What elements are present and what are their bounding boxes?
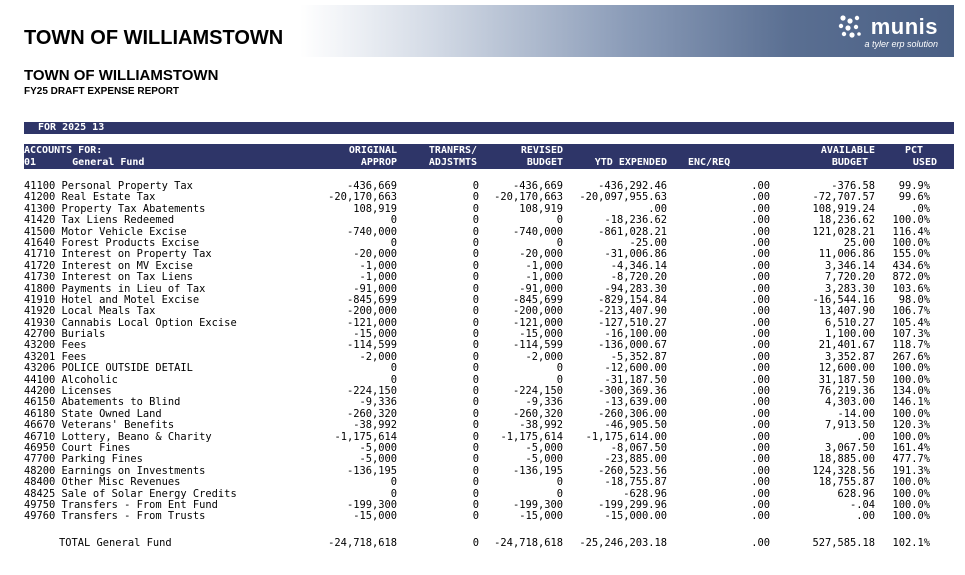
enc-req: .00 xyxy=(751,271,770,284)
account-name: 41500 Motor Vehicle Excise xyxy=(24,225,187,238)
transfers-adjustments: 0 xyxy=(472,214,479,227)
enc-req: .00 xyxy=(751,236,770,249)
revised-budget: -845,699 xyxy=(512,293,563,306)
account-name: 41910 Hotel and Motel Excise xyxy=(24,293,200,306)
pct-used: 100.0% xyxy=(892,430,930,443)
enc-req: .00 xyxy=(751,316,770,329)
munis-dots-icon xyxy=(835,12,865,42)
ytd-expended: -8,067.50 xyxy=(610,441,667,454)
ytd-expended: -18,236.62 xyxy=(604,214,667,227)
revised-budget: -200,000 xyxy=(512,305,563,318)
enc-req: .00 xyxy=(751,293,770,306)
table-row xyxy=(24,295,954,306)
ytd-expended: -8,720.20 xyxy=(610,271,667,284)
ytd-expended: -300,369.36 xyxy=(598,385,667,398)
original-approp: -9,336 xyxy=(359,396,397,409)
header-tr-1: TRANFRS/ xyxy=(428,145,478,156)
enc-req: .00 xyxy=(751,214,770,227)
account-name: 41100 Personal Property Tax xyxy=(24,180,193,192)
pct-used: 477.7% xyxy=(892,453,930,466)
transfers-adjustments: 0 xyxy=(472,305,479,318)
available-budget: 13,407.90 xyxy=(818,305,875,318)
header-ytd: YTD EXPENDED xyxy=(594,156,667,168)
header-enc: ENC/REQ xyxy=(688,156,731,168)
revised-budget: 108,919 xyxy=(519,202,563,215)
transfers-adjustments: 0 xyxy=(472,293,479,306)
original-approp: -38,992 xyxy=(353,419,397,432)
available-budget: 108,919.24 xyxy=(812,202,875,215)
original-approp: -20,000 xyxy=(353,248,397,261)
original-approp: 0 xyxy=(390,362,397,375)
report-name: FY25 DRAFT EXPENSE REPORT xyxy=(24,86,180,97)
available-budget: 12,600.00 xyxy=(818,362,875,375)
enc-req: .00 xyxy=(751,385,770,398)
ytd-expended: -31,187.50 xyxy=(604,373,667,386)
report-subtitle: TOWN OF WILLIAMSTOWN xyxy=(24,67,219,84)
ytd-expended: -861,028.21 xyxy=(598,225,667,238)
pct-used: 99.6% xyxy=(898,191,930,204)
ytd-expended: -46,905.50 xyxy=(604,419,667,432)
period-label: FOR 2025 13 xyxy=(38,122,105,133)
pct-used: 98.0% xyxy=(898,293,930,306)
original-approp: -845,699 xyxy=(346,293,397,306)
enc-req: .00 xyxy=(751,362,770,375)
enc-req: .00 xyxy=(751,282,770,295)
account-name: 41800 Payments in Lieu of Tax xyxy=(24,282,206,295)
enc-req: .00 xyxy=(751,510,770,523)
header-avail-1: AVAILABLE xyxy=(820,145,875,156)
transfers-adjustments: 0 xyxy=(472,180,479,192)
revised-budget: 0 xyxy=(556,373,563,386)
brand-tagline: a tyler erp solution xyxy=(864,39,938,49)
transfers-adjustments: 0 xyxy=(472,225,479,238)
enc-req: .00 xyxy=(751,498,770,511)
enc-req: .00 xyxy=(751,248,770,261)
original-approp: 0 xyxy=(390,373,397,386)
ytd-expended: -31,006.86 xyxy=(604,248,667,261)
revised-budget: -91,000 xyxy=(519,282,563,295)
revised-budget: -38,992 xyxy=(519,419,563,432)
account-rows xyxy=(24,181,954,523)
account-name: 41720 Interest on MV Excise xyxy=(24,259,193,272)
enc-req: .00 xyxy=(751,328,770,341)
enc-req: .00 xyxy=(751,350,770,363)
original-approp: -15,000 xyxy=(353,510,397,523)
enc-req: .00 xyxy=(751,202,770,215)
enc-req: .00 xyxy=(751,407,770,420)
ytd-expended: -13,639.00 xyxy=(604,396,667,409)
account-name: 46950 Court Fines xyxy=(24,441,131,454)
header-accounts-2: 01 General Fund xyxy=(24,156,145,168)
pct-used: 146.1% xyxy=(892,396,930,409)
ytd-expended: -16,100.00 xyxy=(604,328,667,341)
enc-req: .00 xyxy=(751,396,770,409)
available-budget: 31,187.50 xyxy=(818,373,875,386)
pct-used: 134.0% xyxy=(892,385,930,398)
enc-req: .00 xyxy=(751,191,770,204)
transfers-adjustments: 0 xyxy=(472,236,479,249)
ytd-expended: -18,755.87 xyxy=(604,476,667,489)
account-name: 44100 Alcoholic xyxy=(24,373,118,386)
transfers-adjustments: 0 xyxy=(472,396,479,409)
original-approp: -114,599 xyxy=(346,339,397,352)
original-approp: 0 xyxy=(390,487,397,500)
account-name: 48400 Other Misc Revenues xyxy=(24,476,181,489)
transfers-adjustments: 0 xyxy=(472,191,479,204)
available-budget: 4,303.00 xyxy=(824,396,875,409)
available-budget: 7,720.20 xyxy=(824,271,875,284)
revised-budget: -9,336 xyxy=(525,396,563,409)
pct-used: 100.0% xyxy=(892,373,930,386)
pct-used: 100.0% xyxy=(892,487,930,500)
total-avail: 527,585.18 xyxy=(812,537,875,549)
pct-used: 100.0% xyxy=(892,236,930,249)
pct-used: .0% xyxy=(911,202,930,215)
account-name: 43200 Fees xyxy=(24,339,87,352)
original-approp: 0 xyxy=(390,476,397,489)
available-budget: 121,028.21 xyxy=(812,225,875,238)
period-bar xyxy=(24,122,954,134)
enc-req: .00 xyxy=(751,373,770,386)
original-approp: 108,919 xyxy=(353,202,397,215)
total-label: TOTAL General Fund xyxy=(59,537,172,549)
pct-used: 100.0% xyxy=(892,362,930,375)
available-budget: 18,755.87 xyxy=(818,476,875,489)
transfers-adjustments: 0 xyxy=(472,407,479,420)
transfers-adjustments: 0 xyxy=(472,419,479,432)
account-name: 41730 Interest on Tax Liens xyxy=(24,271,193,284)
available-budget: 3,283.30 xyxy=(824,282,875,295)
original-approp: -1,175,614 xyxy=(334,430,397,443)
available-budget: -16,544.16 xyxy=(812,293,875,306)
pct-used: 105.4% xyxy=(892,316,930,329)
ytd-expended: -136,000.67 xyxy=(598,339,667,352)
available-budget: 21,401.67 xyxy=(818,339,875,352)
account-name: 41710 Interest on Property Tax xyxy=(24,248,212,261)
ytd-expended: -23,885.00 xyxy=(604,453,667,466)
pct-used: 161.4% xyxy=(892,441,930,454)
account-name: 41300 Property Tax Abatements xyxy=(24,202,206,215)
pct-used: 100.0% xyxy=(892,510,930,523)
account-name: 46710 Lottery, Beano & Charity xyxy=(24,430,212,443)
revised-budget: -1,175,614 xyxy=(500,430,563,443)
original-approp: -20,170,663 xyxy=(328,191,397,204)
pct-used: 103.6% xyxy=(892,282,930,295)
table-row xyxy=(24,363,954,374)
original-approp: -5,000 xyxy=(359,453,397,466)
original-approp: -224,150 xyxy=(346,385,397,398)
transfers-adjustments: 0 xyxy=(472,510,479,523)
transfers-adjustments: 0 xyxy=(472,430,479,443)
header-rev-1: REVISED xyxy=(520,145,563,156)
original-approp: -5,000 xyxy=(359,441,397,454)
transfers-adjustments: 0 xyxy=(472,271,479,284)
transfers-adjustments: 0 xyxy=(472,350,479,363)
pct-used: 118.7% xyxy=(892,339,930,352)
pct-used: 872.0% xyxy=(892,271,930,284)
original-approp: -199,300 xyxy=(346,498,397,511)
account-name: 46180 State Owned Land xyxy=(24,407,162,420)
enc-req: .00 xyxy=(751,476,770,489)
total-enc: .00 xyxy=(751,537,770,549)
page-title: TOWN OF WILLIAMSTOWN xyxy=(24,27,284,49)
available-budget: 7,913.50 xyxy=(824,419,875,432)
account-name: 41930 Cannabis Local Option Excise xyxy=(24,316,237,329)
revised-budget: -15,000 xyxy=(519,510,563,523)
ytd-expended: -127,510.27 xyxy=(598,316,667,329)
revised-budget: -740,000 xyxy=(512,225,563,238)
total-rev: -24,718,618 xyxy=(494,537,563,549)
available-budget: 18,885.00 xyxy=(818,453,875,466)
header-avail-2: BUDGET xyxy=(831,156,868,168)
original-approp: -2,000 xyxy=(359,350,397,363)
available-budget: -.04 xyxy=(849,498,875,511)
revised-budget: -2,000 xyxy=(525,350,563,363)
revised-budget: -20,000 xyxy=(519,248,563,261)
original-approp: -1,000 xyxy=(359,271,397,284)
revised-budget: -224,150 xyxy=(512,385,563,398)
transfers-adjustments: 0 xyxy=(472,202,479,215)
revised-budget: -260,320 xyxy=(512,407,563,420)
enc-req: .00 xyxy=(751,441,770,454)
available-budget: 3,352.87 xyxy=(824,350,875,363)
revised-budget: -136,195 xyxy=(512,464,563,477)
transfers-adjustments: 0 xyxy=(472,498,479,511)
revised-budget: 0 xyxy=(556,476,563,489)
pct-used: 120.3% xyxy=(892,419,930,432)
available-budget: 25.00 xyxy=(843,236,875,249)
ytd-expended: -199,299.96 xyxy=(598,498,667,511)
transfers-adjustments: 0 xyxy=(472,441,479,454)
available-budget: 124,328.56 xyxy=(812,464,875,477)
available-budget: 18,236.62 xyxy=(818,214,875,227)
transfers-adjustments: 0 xyxy=(472,385,479,398)
pct-used: 434.6% xyxy=(892,259,930,272)
ytd-expended: -260,523.56 xyxy=(598,464,667,477)
account-name: 48425 Sale of Solar Energy Credits xyxy=(24,487,237,500)
available-budget: .00 xyxy=(856,430,875,443)
transfers-adjustments: 0 xyxy=(472,487,479,500)
enc-req: .00 xyxy=(751,487,770,500)
original-approp: 0 xyxy=(390,236,397,249)
original-approp: -200,000 xyxy=(346,305,397,318)
revised-budget: -121,000 xyxy=(512,316,563,329)
available-budget: -376.58 xyxy=(831,180,875,192)
revised-budget: -1,000 xyxy=(525,271,563,284)
table-row xyxy=(24,329,954,340)
available-budget: 11,006.86 xyxy=(818,248,875,261)
account-name: 42700 Burials xyxy=(24,328,106,341)
account-name: 43206 POLICE OUTSIDE DETAIL xyxy=(24,362,193,375)
table-row xyxy=(24,477,954,488)
revised-budget: -5,000 xyxy=(525,453,563,466)
ytd-expended: -260,306.00 xyxy=(598,407,667,420)
account-name: 41420 Tax Liens Redeemed xyxy=(24,214,175,227)
enc-req: .00 xyxy=(751,180,770,192)
header-rev-2: BUDGET xyxy=(526,156,563,168)
transfers-adjustments: 0 xyxy=(472,453,479,466)
transfers-adjustments: 0 xyxy=(472,373,479,386)
ytd-expended: -1,175,614.00 xyxy=(585,430,667,443)
ytd-expended: -15,000.00 xyxy=(604,510,667,523)
pct-used: 100.0% xyxy=(892,407,930,420)
enc-req: .00 xyxy=(751,453,770,466)
revised-budget: -15,000 xyxy=(519,328,563,341)
transfers-adjustments: 0 xyxy=(472,339,479,352)
revised-budget: 0 xyxy=(556,362,563,375)
account-name: 41640 Forest Products Excise xyxy=(24,236,200,249)
pct-used: 100.0% xyxy=(892,498,930,511)
revised-budget: 0 xyxy=(556,214,563,227)
column-header-bar xyxy=(24,144,954,169)
header-orig-2: APPROP xyxy=(360,156,397,168)
header-tr-2: ADJSTMTS xyxy=(428,156,478,168)
header-banner xyxy=(300,5,954,57)
original-approp: 0 xyxy=(390,214,397,227)
transfers-adjustments: 0 xyxy=(472,248,479,261)
available-budget: .00 xyxy=(856,510,875,523)
original-approp: -136,195 xyxy=(346,464,397,477)
transfers-adjustments: 0 xyxy=(472,476,479,489)
available-budget: 1,100.00 xyxy=(824,328,875,341)
enc-req: .00 xyxy=(751,419,770,432)
transfers-adjustments: 0 xyxy=(472,362,479,375)
account-name: 43201 Fees xyxy=(24,350,87,363)
enc-req: .00 xyxy=(751,464,770,477)
transfers-adjustments: 0 xyxy=(472,259,479,272)
enc-req: .00 xyxy=(751,430,770,443)
enc-req: .00 xyxy=(751,225,770,238)
original-approp: -260,320 xyxy=(346,407,397,420)
account-name: 46150 Abatements to Blind xyxy=(24,396,181,409)
ytd-expended: -94,283.30 xyxy=(604,282,667,295)
total-ytd: -25,246,203.18 xyxy=(579,537,667,549)
ytd-expended: -12,600.00 xyxy=(604,362,667,375)
ytd-expended: -829,154.84 xyxy=(598,293,667,306)
pct-used: 155.0% xyxy=(892,248,930,261)
ytd-expended: -436,292.46 xyxy=(598,180,667,192)
available-budget: 628.96 xyxy=(837,487,875,500)
account-name: 47700 Parking Fines xyxy=(24,453,143,466)
pct-used: 100.0% xyxy=(892,214,930,227)
original-approp: -436,669 xyxy=(346,180,397,192)
total-row xyxy=(24,537,954,549)
revised-budget: -5,000 xyxy=(525,441,563,454)
original-approp: -1,000 xyxy=(359,259,397,272)
revised-budget: -199,300 xyxy=(512,498,563,511)
revised-budget: -114,599 xyxy=(512,339,563,352)
table-row xyxy=(24,306,954,317)
account-name: 41200 Real Estate Tax xyxy=(24,191,156,204)
revised-budget: -1,000 xyxy=(525,259,563,272)
enc-req: .00 xyxy=(751,305,770,318)
account-name: 48200 Earnings on Investments xyxy=(24,464,206,477)
total-orig: -24,718,618 xyxy=(328,537,397,549)
revised-budget: 0 xyxy=(556,487,563,500)
table-row xyxy=(24,340,954,351)
pct-used: 99.9% xyxy=(898,180,930,192)
available-budget: 3,067.50 xyxy=(824,441,875,454)
header-orig-1: ORIGINAL xyxy=(348,145,397,156)
header-accounts-1: ACCOUNTS FOR: xyxy=(24,145,103,156)
pct-used: 106.7% xyxy=(892,305,930,318)
ytd-expended: -213,407.90 xyxy=(598,305,667,318)
available-budget: -72,707.57 xyxy=(812,191,875,204)
ytd-expended: -628.96 xyxy=(623,487,667,500)
revised-budget: -436,669 xyxy=(512,180,563,192)
available-budget: 3,346.14 xyxy=(824,259,875,272)
total-tr: 0 xyxy=(472,537,479,549)
original-approp: -740,000 xyxy=(346,225,397,238)
enc-req: .00 xyxy=(751,339,770,352)
original-approp: -91,000 xyxy=(353,282,397,295)
account-name: 44200 Licenses xyxy=(24,385,112,398)
table-row xyxy=(24,432,954,443)
account-name: 41920 Local Meals Tax xyxy=(24,305,156,318)
account-name: 46670 Veterans' Benefits xyxy=(24,419,175,432)
pct-used: 191.3% xyxy=(892,464,930,477)
ytd-expended: -20,097,955.63 xyxy=(579,191,667,204)
total-pct: 102.1% xyxy=(892,537,930,549)
transfers-adjustments: 0 xyxy=(472,464,479,477)
table-row xyxy=(24,397,954,408)
pct-used: 116.4% xyxy=(892,225,930,238)
pct-used: 100.0% xyxy=(892,476,930,489)
account-name: 49760 Transfers - From Trusts xyxy=(24,510,206,523)
original-approp: -121,000 xyxy=(346,316,397,329)
table-row xyxy=(24,511,954,522)
brand-name: munis xyxy=(870,14,938,39)
available-budget: 6,510.27 xyxy=(824,316,875,329)
header-pct-1: PCT xyxy=(904,145,923,156)
original-approp: -15,000 xyxy=(353,328,397,341)
pct-used: 107.3% xyxy=(892,328,930,341)
ytd-expended: -4,346.14 xyxy=(610,259,667,272)
transfers-adjustments: 0 xyxy=(472,328,479,341)
revised-budget: 0 xyxy=(556,236,563,249)
table-row xyxy=(24,443,954,454)
account-name: 49750 Transfers - From Ent Fund xyxy=(24,498,218,511)
transfers-adjustments: 0 xyxy=(472,316,479,329)
enc-req: .00 xyxy=(751,259,770,272)
table-row xyxy=(24,272,954,283)
table-row xyxy=(24,215,954,226)
table-row xyxy=(24,318,954,329)
munis-logo xyxy=(835,12,938,49)
revised-budget: -20,170,663 xyxy=(494,191,563,204)
transfers-adjustments: 0 xyxy=(472,282,479,295)
available-budget: -14.00 xyxy=(837,407,875,420)
pct-used: 267.6% xyxy=(892,350,930,363)
available-budget: 76,219.36 xyxy=(818,385,875,398)
ytd-expended: -5,352.87 xyxy=(610,350,667,363)
ytd-expended: .00 xyxy=(648,202,667,215)
table-row xyxy=(24,375,954,386)
ytd-expended: -25.00 xyxy=(629,236,667,249)
table-row xyxy=(24,420,954,431)
header-pct-2: USED xyxy=(912,156,937,168)
